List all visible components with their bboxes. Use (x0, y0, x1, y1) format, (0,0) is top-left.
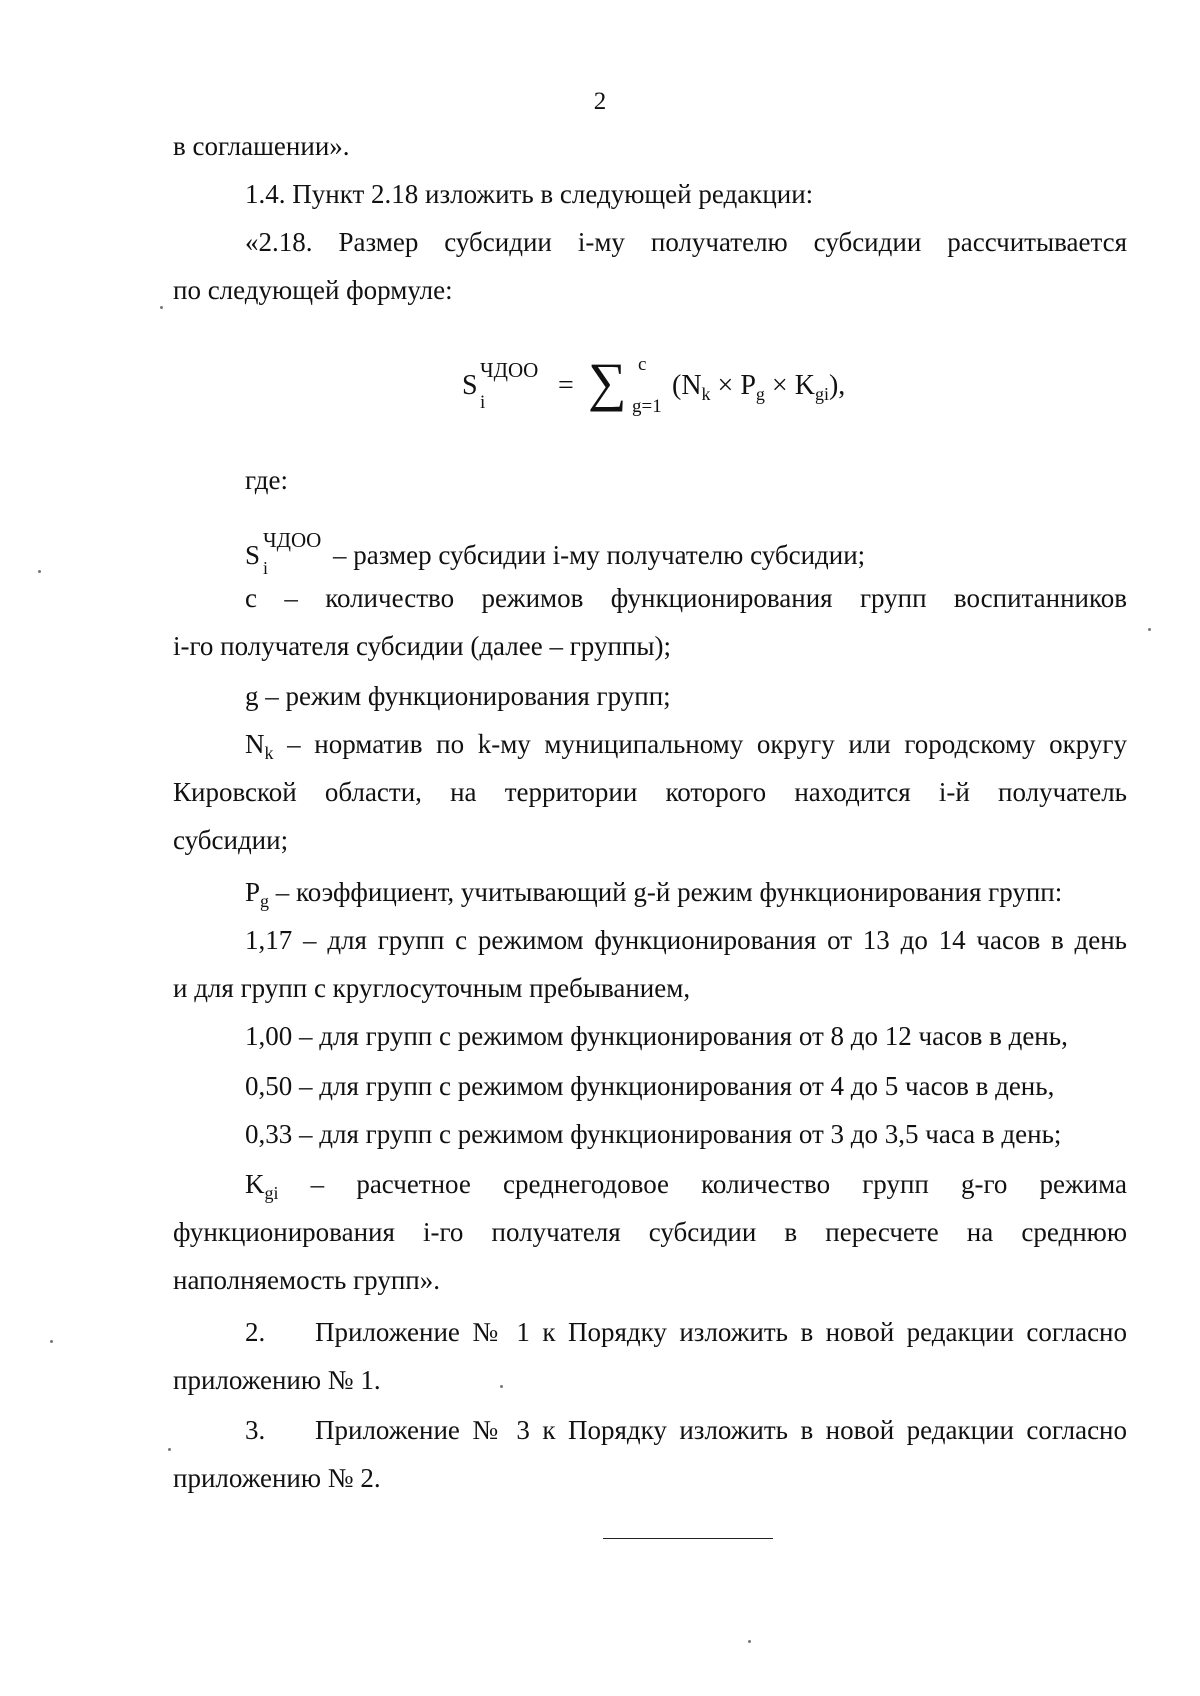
text-line: где: (245, 465, 288, 495)
scan-speck (1148, 628, 1151, 631)
scan-speck (168, 1448, 171, 1451)
definition-text: – размер субсидии i-му получателю субсидии; (333, 540, 866, 570)
section-heading: 1.4. Пункт 2.18 изложить в следующей редакции: (245, 179, 814, 209)
formula-symbol: S (245, 540, 261, 570)
text-line: 1,17 – для групп с режимом функционирования от 13 до 14 часов в день (245, 925, 1127, 955)
sum-lower-limit: g=1 (632, 396, 662, 417)
formula-symbol: S (462, 370, 478, 401)
p-definition: $P_g$ – коэффициент, учитывающий g-й режим функционирования групп: (245, 877, 1063, 911)
scan-speck (748, 1640, 751, 1643)
text-line: приложению № 2. (173, 1463, 381, 1493)
text-line: 0,50 – для групп с режимом функционирования от 4 до 5 часов в день, (245, 1071, 1055, 1101)
text-line: c – количество режимов функционирования групп воспитанников (245, 583, 1127, 613)
formula-superscript: ЧДОО (263, 528, 322, 552)
text-line: и для групп с круглосуточным пребыванием, (173, 973, 691, 1003)
text-line: Приложение № 3 к Порядку изложить в новой редакции согласно (315, 1415, 1127, 1445)
text-line: 0,33 – для групп с режимом функционирования от 3 до 3,5 часа в день; (245, 1119, 1062, 1149)
formula-subscript: i (263, 558, 269, 578)
text-line: Кировской области, на территории которого находится i-й получатель (173, 777, 1127, 807)
n-definition: $N_k$ – норматив по k-му муниципальному округу или городскому округу (245, 729, 1128, 763)
item-number: 3. (245, 1415, 266, 1445)
text-line: «2.18. Размер субсидии i-му получателю субсидии рассчитывается (245, 227, 1127, 257)
text-line: приложению № 1. (173, 1365, 381, 1395)
text-line: функционирования i-го получателя субсидии в пересчете на среднюю (173, 1217, 1127, 1247)
item-number: 2. (245, 1317, 266, 1347)
formula-equals: = (558, 370, 574, 401)
scan-speck (38, 570, 41, 573)
text-line: в соглашении». (173, 131, 350, 161)
text-line: субсидии; (173, 825, 289, 855)
k-definition: $K_{gi}$ – расчетное среднегодовое количество групп g-го режима (245, 1169, 1128, 1203)
text-line: наполняемость групп». (173, 1265, 440, 1295)
sum-upper-limit: c (638, 354, 647, 375)
page-number: 2 (593, 88, 607, 115)
formula-superscript: ЧДОО (480, 358, 539, 382)
text-line: g – режим функционирования групп; (245, 681, 671, 711)
scan-speck (160, 306, 163, 309)
text-line: 1,00 – для групп с режимом функционирования от 8 до 12 часов в день, (245, 1021, 1068, 1051)
formula-body: $(N_k \times P_g \times K_{gi})$, (672, 370, 846, 404)
text-line: i-го получателя субсидии (далее – группы); (173, 631, 671, 661)
formula-subscript: i (480, 392, 486, 413)
s-definition (245, 528, 945, 578)
text-line: по следующей формуле: (173, 275, 453, 305)
scan-speck (50, 1340, 53, 1343)
end-rule (603, 1538, 773, 1539)
scan-speck (500, 1385, 503, 1388)
text-line: Приложение № 1 к Порядку изложить в новой редакции согласно (315, 1317, 1127, 1347)
subsidy-formula (462, 352, 882, 438)
sum-sign: ∑ (588, 352, 627, 412)
